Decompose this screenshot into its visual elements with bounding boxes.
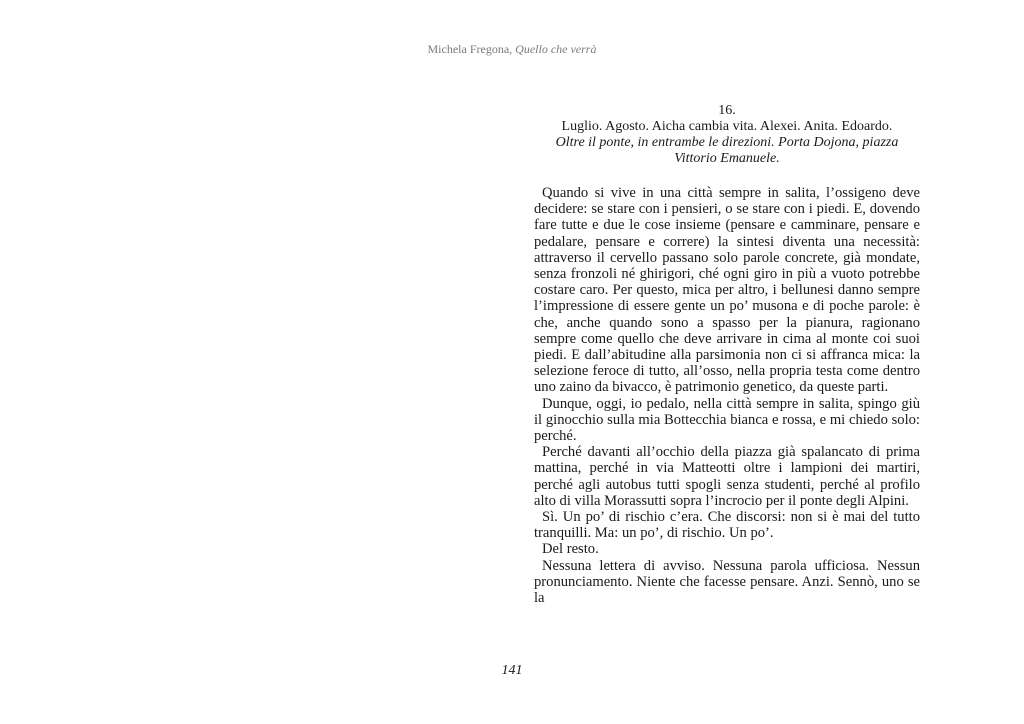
page-number: 141 bbox=[501, 663, 523, 678]
chapter-heading bbox=[534, 103, 920, 167]
running-header bbox=[0, 42, 1024, 57]
paragraph: Quando si vive in una città sempre in salita, l’ossigeno deve decidere: se stare con i pensieri, o se stare con i piedi. E, dovendo fare tutte e due le cose insieme (pensare e camminare, pensare e pedalare, pensare e correre) la sintesi diventa una necessità: attraverso il cervello passano solo parole concrete, già mondate, senza fronzoli né ghirigori, ché ogni giro in più a vuoto potrebbe costare caro. Per questo, mica per altro, i bellunesi danno sempre l’impressione di essere gente un po’ musona e di poche parole: è che, anche quando sono a spasso per la pianura, ragionano sempre come quello che deve arrivare in cima al monte coi suoi piedi. E dall’abitudine alla parsimonia non ci si affranca mica: la selezione feroce di tutto, all’osso, nella propria testa come dentro uno zaino da bivacco, è patrimonio genetico, da queste parti. bbox=[534, 185, 920, 396]
paragraph: Perché davanti all’occhio della piazza già spalancato di prima mattina, perché in via Matteotti oltre i lampioni dei martiri, perché agli autobus tutti spogli senza studenti, perché al profilo alto di villa Morassutti sopra l’incrocio per il ponte degli Alpini. bbox=[534, 444, 920, 509]
chapter-number: 16. bbox=[718, 103, 736, 118]
paragraph: Nessuna lettera di avviso. Nessuna parola ufficiosa. Nessun pronunciamento. Niente che facesse pensare. Anzi. Sennò, uno se la bbox=[534, 557, 920, 607]
paragraph: Dunque, oggi, io pedalo, nella città sempre in salita, spingo giù il ginocchio sulla mia Bottecchia bianca e rossa, e mi chiedo solo: perché. bbox=[534, 395, 920, 445]
chapter-title: Luglio. Agosto. Aicha cambia vita. Alexei. Anita. Edoardo. bbox=[561, 119, 893, 134]
paragraph: Del resto. bbox=[542, 541, 599, 558]
chapter-subtitle: Oltre il ponte, in entrambe le direzioni. Porta Dojona, piazza Vittorio Emanuele. bbox=[555, 135, 899, 166]
header-author: Michela Fregona, bbox=[427, 42, 516, 56]
paragraph: Sì. Un po’ di rischio c’era. Che discorsi: non si è mai del tutto tranquilli. Ma: un po’, di rischio. Un po’. bbox=[534, 509, 920, 542]
header-book-title: Quello che verrà bbox=[515, 42, 597, 56]
body-text bbox=[534, 185, 920, 606]
text-column bbox=[534, 103, 920, 606]
